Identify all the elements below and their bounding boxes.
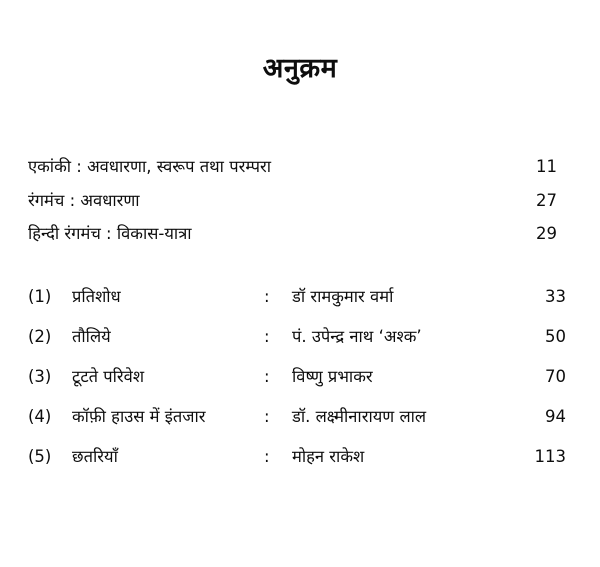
contents-item-page-number: 113 — [534, 446, 566, 466]
front-matter-entry — [28, 226, 572, 243]
front-matter-page-number: 27 — [536, 190, 557, 210]
contents-separator: : — [264, 286, 270, 306]
front-matter-list — [28, 159, 572, 243]
contents-item-author: विष्णु प्रभाकर — [292, 366, 373, 386]
contents-item-title: प्रतिशोध — [72, 286, 121, 306]
contents-item-author: डॉ रामकुमार वर्मा — [292, 286, 394, 306]
contents-item-page-number: 70 — [545, 366, 566, 386]
front-matter-entry — [28, 159, 572, 176]
contents-item-number: (5) — [28, 446, 52, 466]
contents-item-page-number: 94 — [545, 406, 566, 426]
front-matter-page-number: 29 — [536, 224, 557, 243]
front-matter-page-number: 11 — [536, 157, 557, 176]
contents-separator: : — [264, 446, 270, 466]
front-matter-label: हिन्दी रंगमंच : विकास-यात्रा — [28, 224, 192, 243]
contents-list — [28, 284, 572, 467]
contents-row — [28, 404, 572, 427]
front-matter-label: रंगमंच : अवधारणा — [28, 190, 140, 210]
contents-separator: : — [264, 366, 270, 386]
contents-item-number: (2) — [28, 326, 52, 346]
contents-item-page-number: 33 — [545, 286, 566, 306]
contents-item-page-number: 50 — [545, 326, 566, 346]
front-matter-entry — [28, 190, 572, 210]
contents-item-title: तौलिये — [72, 326, 111, 346]
contents-separator: : — [264, 406, 270, 426]
contents-item-title: कॉफ़ी हाउस में इंतजार — [72, 406, 206, 426]
contents-item-number: (1) — [28, 286, 52, 306]
contents-row — [28, 444, 572, 467]
page-title: अनुक्रम — [262, 53, 338, 84]
contents-row — [28, 364, 572, 387]
contents-item-author: डॉ. लक्ष्मीनारायण लाल — [292, 406, 427, 426]
contents-item-author: पं. उपेन्द्र नाथ ‘अश्क’ — [292, 326, 422, 346]
contents-item-title: छतरियाँ — [72, 446, 118, 466]
document-page — [0, 48, 600, 567]
contents-item-title: टूटते परिवेश — [72, 366, 145, 386]
contents-item-number: (3) — [28, 366, 52, 386]
contents-item-author: मोहन राकेश — [292, 446, 365, 466]
contents-separator: : — [264, 326, 270, 346]
contents-item-number: (4) — [28, 406, 52, 426]
contents-row — [28, 324, 572, 347]
front-matter-label: एकांकी : अवधारणा, स्वरूप तथा परम्परा — [28, 157, 271, 176]
contents-row — [28, 284, 572, 307]
